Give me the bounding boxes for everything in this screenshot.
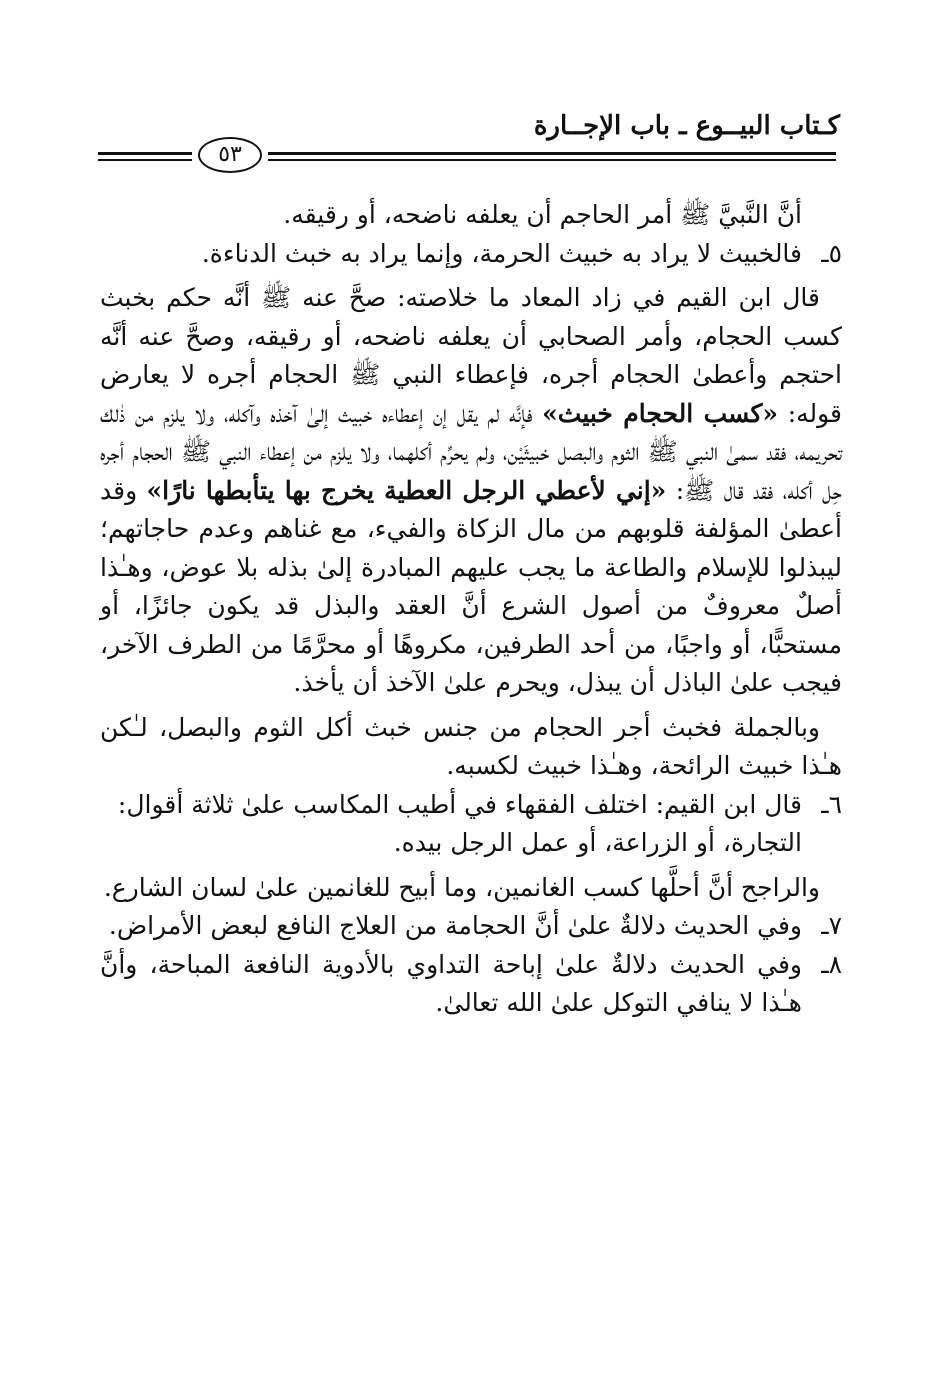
paragraph-preferred: والراجح أنَّ أحلَّها كسب الغانمين، وما أبيح للغانمين علىٰ لسان الشارع. [103,872,820,902]
item-number: ٥ـ [821,238,842,268]
list-item-7 [100,907,842,946]
page-number: ٥٣ [198,137,262,173]
item-text: قال ابن القيم: اختلف الفقهاء في أطيب المكاسب علىٰ ثلاثة أقوال: [117,789,802,819]
item-number: ٧ـ [821,911,842,940]
paragraph-ibn-qayyim [100,279,842,703]
paragraph-text: وقد أعطىٰ المؤلفة قلوبهم من مال الزكاة والفيء، مع غناهم وعدم حاجاتهم؛ ليبذلوا للإسلام والطاعة ما يجب عليهم المبادرة إلىٰ بذله بلا عوض، وهـٰذا أصلٌ معروفٌ من أصول الشرع أنَّ العقد والبذل قد يكون جائزًا، أو مستحبًّا، أو واجبًا، من أحد الطرفين، مكروهًا أو محرَّمًا من الطرف الآخر، فيجب علىٰ الباذل أن يبذل، ويحرم علىٰ الآخذ أن يأخذ. [100,475,842,697]
item-number: ٨ـ [821,949,842,979]
paragraph-text: قال ابن القيم في زاد المعاد ما خلاصته: صحَّ عنه ﷺ أنَّه حكم بخبث كسب الحجام، وأمر الصحابي أن يعلفه ناضحه، أو رقيقه، وصحَّ عنه أنَّه احتجم وأعطىٰ الحجام أجره، فإعطاء النبي ﷺ الحجام أجره لا يعارض قوله: [100,283,842,428]
hadith-quote: «إني لأعطي الرجل العطية يخرج بها يتأبطها نارًا» [146,475,667,505]
page-number-frame [192,134,268,176]
paragraph-text: فإنَّه لم يقل إن إعطاءه خبيث إلىٰ آخذه وآكله، ولا يلزم من ذٰلك تحريمه، فقد سمىٰ النبي ﷺ الثوم والبصل خبيثَيْن، ولم يحرِّم أكلهما، ولا يلزم من إعطاء النبي ﷺ الحجام أجره حِل أكله، فقد قال ﷺ: [100,398,842,505]
item-text: وفي الحديث دلالةٌ علىٰ إباحة التداوي بالأدوية النافعة المباحة، وأنَّ هـٰذا لا ينافي التوكل علىٰ الله تعالىٰ. [100,949,802,1017]
item-number: ٦ـ [821,789,842,819]
hadith-quote: «كسب الحجام خبيث» [542,398,779,428]
running-title: كـتاب البيــوع ـ باب الإجــارة [533,111,840,141]
item-text: فالخبيث لا يراد به خبيث الحرمة، وإنما يراد به خبث الدناءة. [201,238,802,268]
list-item-5 [100,235,842,274]
list-item-8 [100,946,842,1023]
list-item-6-continuation: التجارة، أو الزراعة، أو عمل الرجل بيده. [393,828,802,857]
list-item-6 [100,786,842,825]
paragraph-1: أنَّ النَّبيَّ ﷺ أمر الحاجم أن يعلفه ناضحه، أو رقيقه. [283,200,802,229]
paragraph-summary: وبالجملة فخبث أجر الحجام من جنس خبث أكل الثوم والبصل، لـٰكن هـٰذا خبيث الرائحة، وهـٰذا خبيث لكسبه. [100,712,842,780]
item-text: وفي الحديث دلالةٌ علىٰ أنَّ الحجامة من العلاج النافع لبعض الأمراض. [108,911,802,940]
body-text [100,196,842,1023]
